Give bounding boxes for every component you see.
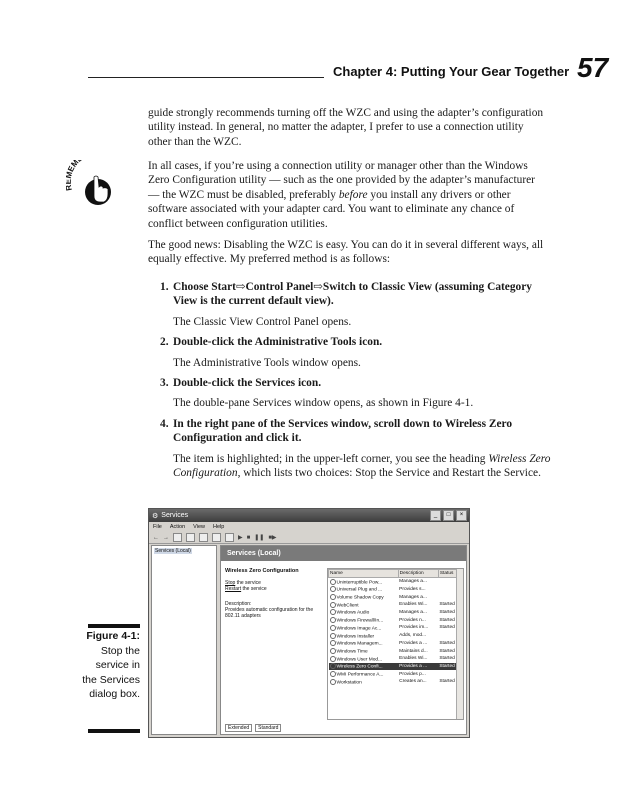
- description-text: Provides automatic configuration for the 802.11 adapters: [225, 606, 314, 620]
- gear-icon: [330, 602, 336, 608]
- table-row[interactable]: [329, 624, 463, 632]
- caption-rule-top: [88, 624, 140, 628]
- service-description-cell: Manages a...: [399, 579, 427, 585]
- service-heading: Wireless Zero Configuration: [225, 568, 299, 574]
- start-service-icon[interactable]: ▶: [238, 535, 243, 541]
- gear-icon: [330, 586, 336, 592]
- service-description-cell: Manages a...: [399, 594, 427, 600]
- service-description-cell: Adds, mod...: [399, 633, 427, 639]
- service-status-cell: Started: [439, 617, 455, 623]
- services-list: [327, 568, 464, 720]
- step-title: In the right pane of the Services window, scroll down to Wireless Zero Configuration and click it.: [173, 417, 513, 445]
- service-status-cell: Started: [439, 640, 455, 646]
- close-button[interactable]: ×: [456, 510, 467, 521]
- description-label: Description:: [225, 600, 252, 607]
- remember-text-1: In all cases, if you’re using a connection utility or manager other than the Windows Zero Configuration utility — such as the one provided by the adapter’s manufacturer — the WZC must be disabled, preferably: [148, 160, 535, 201]
- back-icon[interactable]: ←: [153, 534, 159, 541]
- service-name: Workstation: [336, 679, 362, 685]
- menu-help[interactable]: Help: [213, 524, 225, 530]
- table-row[interactable]: [329, 647, 463, 655]
- service-name-cell: [329, 616, 399, 624]
- step-desc-text-2: , which lists two choices: Stop the Service and Restart the Service.: [237, 467, 541, 480]
- table-row[interactable]: [329, 593, 463, 601]
- service-description-cell: Enables Wi...: [399, 656, 428, 662]
- service-description-cell: Provides n...: [399, 617, 426, 623]
- help-icon[interactable]: [225, 533, 234, 542]
- window-titlebar: [149, 509, 469, 522]
- service-status-cell: Started: [438, 663, 462, 671]
- service-name: Windows Audio: [336, 610, 370, 616]
- gear-icon: [330, 656, 336, 662]
- service-name: Volume Shadow Copy: [336, 595, 384, 601]
- remember-emphasis: before: [338, 188, 368, 201]
- table-row[interactable]: [329, 632, 463, 640]
- service-status-cell: Started: [439, 656, 455, 662]
- service-description-cell: Provides p...: [399, 671, 426, 677]
- stop-service-suffix: the service: [235, 580, 261, 587]
- table-row[interactable]: [329, 586, 463, 594]
- chapter-title: Chapter 4: Putting Your Gear Together: [333, 64, 570, 79]
- steps-list: [148, 280, 558, 486]
- stop-service-link[interactable]: Stop: [225, 580, 236, 587]
- service-name: Uninterruptible Pow...: [336, 579, 383, 585]
- tab-extended[interactable]: Extended: [225, 724, 252, 732]
- service-name: Windows Managem...: [336, 641, 383, 647]
- step-title: Double-click the Services icon.: [173, 377, 322, 390]
- gear-icon: [330, 594, 336, 600]
- service-name: Windows Time: [336, 649, 368, 655]
- table-row[interactable]: [329, 578, 463, 586]
- step-desc: The Classic View Control Panel opens.: [173, 315, 352, 328]
- gear-icon: [330, 609, 336, 615]
- service-name-cell: [329, 601, 399, 609]
- window-title: Services: [161, 512, 189, 519]
- menu-file[interactable]: File: [153, 524, 162, 530]
- restart-service-link[interactable]: Restart: [225, 586, 242, 593]
- good-news-text: The good news: Disabling the WZC is easy. You can do it in several different ways, all equally effective. My preferred method is as follows:: [148, 239, 544, 266]
- column-status[interactable]: Status: [438, 570, 462, 578]
- services-icon: ⚙: [152, 512, 159, 520]
- refresh-icon[interactable]: [199, 533, 208, 542]
- service-description-cell: Enables Wi...: [399, 602, 428, 608]
- table-row[interactable]: [329, 616, 463, 624]
- toolbar: [149, 532, 469, 544]
- service-name: Universal Plug and ...: [336, 587, 383, 593]
- gear-icon: [330, 640, 336, 646]
- gear-icon: [330, 648, 336, 654]
- gear-icon: [330, 671, 336, 677]
- service-name: Windows Firewall/In...: [336, 618, 384, 624]
- export-icon[interactable]: [212, 533, 221, 542]
- figure-caption-text: Stop the service in the Services dialog box.: [82, 644, 140, 700]
- service-status-cell: Started: [439, 602, 455, 608]
- restart-service-line: [225, 586, 325, 592]
- vertical-scrollbar[interactable]: [456, 569, 463, 719]
- step-desc: The Administrative Tools window opens.: [173, 356, 361, 369]
- table-header: [329, 570, 463, 578]
- details-pane-header: Services (Local): [221, 546, 466, 561]
- service-description-cell: Provides im...: [399, 625, 429, 631]
- service-status-cell: Started: [439, 648, 455, 654]
- intro-paragraph: [148, 106, 548, 149]
- gear-icon: [330, 679, 336, 685]
- minimize-button[interactable]: _: [430, 510, 441, 521]
- step-title: Choose Start⇨Control Panel⇨Switch to Classic View (assuming Category View is the current default view).: [173, 281, 532, 308]
- properties-icon[interactable]: [186, 533, 195, 542]
- step-number: 1.: [160, 281, 169, 293]
- table-row[interactable]: [329, 601, 463, 609]
- service-name: Windows Image Ac...: [336, 626, 382, 632]
- step-desc-emphasis: Wireless Zero Configuration: [173, 452, 551, 480]
- table-row[interactable]: [329, 663, 463, 671]
- menu-action[interactable]: Action: [169, 524, 186, 530]
- intro-text: guide strongly recommends turning off the WZC and using the adapter’s configuration utility instead. In general, no matter the adapter, I prefer to use a connection utility other than the WZC.: [148, 107, 544, 148]
- tab-standard[interactable]: Standard: [255, 724, 281, 732]
- gear-icon: [330, 625, 336, 631]
- stop-service-icon[interactable]: ■: [246, 534, 251, 541]
- tree-item-services-local[interactable]: Services (Local): [155, 548, 191, 554]
- step-3: [148, 376, 558, 411]
- restart-service-icon[interactable]: ■▶: [268, 535, 277, 541]
- step-desc: [173, 452, 558, 481]
- services-window: [148, 508, 470, 738]
- service-name-cell: [329, 609, 399, 617]
- maximize-button[interactable]: □: [443, 510, 454, 521]
- service-status-cell: Started: [439, 610, 455, 616]
- service-name-cell: [329, 640, 399, 648]
- service-name-cell: [329, 632, 399, 640]
- service-name-cell: [329, 663, 399, 671]
- gear-icon: [330, 579, 336, 585]
- step-4: [148, 417, 558, 481]
- remember-paragraph: [148, 159, 548, 231]
- service-description-cell: Provides a ...: [399, 640, 428, 646]
- menu-view[interactable]: View: [193, 524, 205, 530]
- caption-rule-bottom: [88, 729, 140, 733]
- service-name-cell: [329, 678, 399, 686]
- table-row[interactable]: [329, 640, 463, 648]
- service-status-cell: Started: [439, 679, 455, 685]
- show-tree-icon[interactable]: [173, 533, 182, 542]
- service-name: Wireless Zero Confi...: [336, 664, 383, 670]
- service-description-cell: Creates an...: [399, 679, 427, 685]
- column-name[interactable]: Name: [329, 570, 399, 578]
- service-name-cell: [329, 586, 399, 594]
- service-description-pane: [225, 568, 325, 619]
- column-description[interactable]: Description: [398, 570, 438, 578]
- step-number: 4.: [160, 417, 169, 430]
- service-name-cell: [329, 593, 399, 601]
- service-description-cell: Maintains d...: [399, 648, 428, 654]
- table-row[interactable]: [329, 609, 463, 617]
- restart-service-suffix: the service: [241, 586, 267, 593]
- service-name-cell: [329, 670, 399, 678]
- service-description-cell: Provides a ...: [398, 663, 438, 671]
- step-1: [148, 280, 558, 329]
- service-name-cell: [329, 655, 399, 663]
- page-number: 57: [577, 52, 609, 83]
- remember-icon: [66, 160, 132, 208]
- menu-bar: [149, 522, 469, 532]
- service-name: WebClient: [336, 603, 359, 609]
- services-table-body: [329, 578, 463, 686]
- step-desc-text: The item is highlighted; in the upper-left corner, you see the heading: [173, 452, 489, 465]
- figure-caption: [82, 629, 140, 702]
- step-number: 3.: [160, 377, 169, 390]
- service-name: Windows User Mod...: [336, 656, 383, 662]
- table-row[interactable]: [329, 655, 463, 663]
- service-description-cell: Manages a...: [399, 610, 427, 616]
- gear-icon: [330, 633, 336, 639]
- table-row[interactable]: [329, 678, 463, 686]
- details-pane: [220, 545, 467, 735]
- service-name: Windows Installer: [336, 633, 375, 639]
- service-name: WMI Performance A...: [336, 672, 384, 678]
- window-panes: [151, 545, 467, 735]
- services-table: [328, 569, 463, 686]
- view-tabs: [225, 724, 281, 732]
- tree-pane: [151, 545, 217, 735]
- step-title: Double-click the Administrative Tools icon.: [173, 336, 383, 349]
- service-description-cell: Provides s...: [399, 587, 426, 593]
- step-desc: The double-pane Services window opens, as shown in Figure 4-1.: [173, 397, 474, 410]
- remember-text-2: you install any drivers or other software associated with your adapter card. You want to eliminate any chance of conflict between configuration utilities.: [148, 188, 515, 230]
- table-row[interactable]: [329, 670, 463, 678]
- pause-service-icon[interactable]: ❚❚: [254, 535, 265, 541]
- step-2: [148, 335, 558, 370]
- service-name-cell: [329, 578, 399, 586]
- service-name-cell: [329, 647, 399, 655]
- gear-icon: [330, 663, 336, 669]
- forward-icon[interactable]: →: [163, 534, 169, 541]
- remember-label: EM: [66, 160, 81, 174]
- good-news-paragraph: [148, 238, 548, 267]
- header-rule: [88, 77, 324, 78]
- service-status-cell: Started: [439, 625, 455, 631]
- step-number: 2.: [160, 336, 169, 349]
- gear-icon: [330, 617, 336, 623]
- figure-label: Figure 4-1:: [86, 630, 140, 642]
- service-name-cell: [329, 624, 399, 632]
